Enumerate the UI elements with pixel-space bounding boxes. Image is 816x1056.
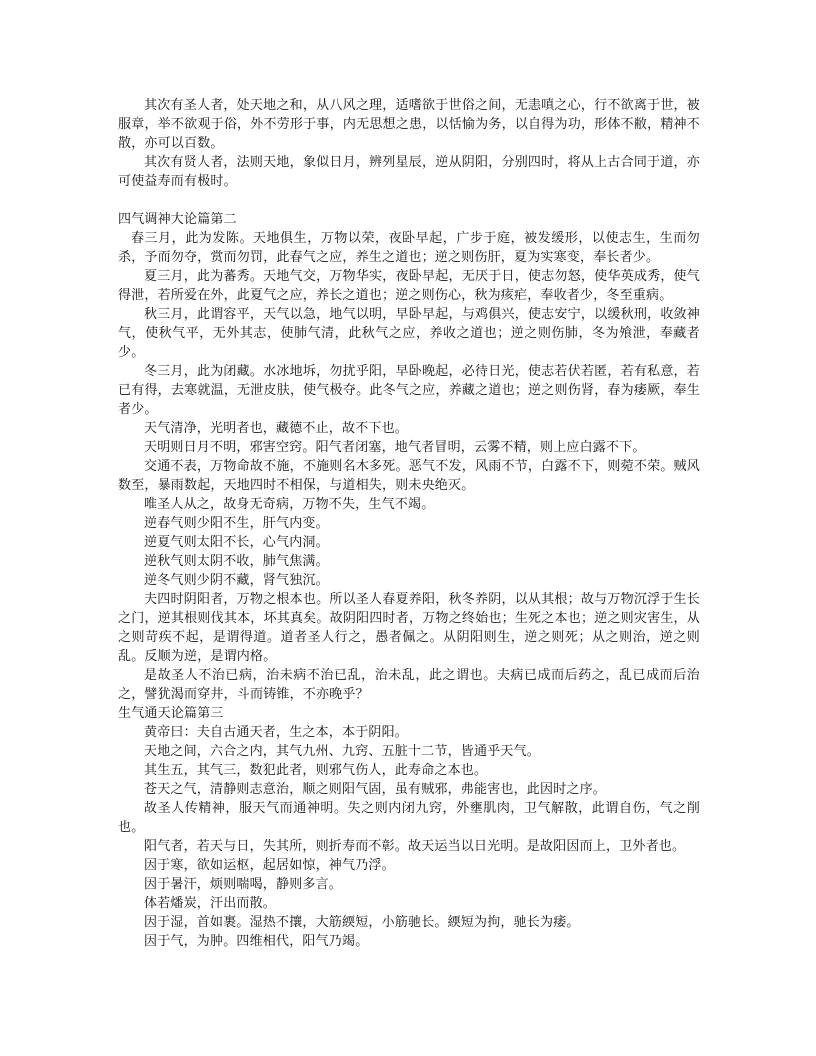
- paragraph-communication: 交通不表，万物命故不施，不施则名木多死。恶气不发，风雨不节，白露不下，则菀不荣。贼风数至，暴雨数起，天地四时不相保，与道相失，则未央绝灭。: [118, 459, 700, 493]
- paragraph-yellow-emperor: 黄帝曰：夫自古通天者，生之本，本于阴阳。: [144, 725, 409, 740]
- paragraph-reverse-autumn: 逆秋气则太阴不收，肺气焦满。: [144, 554, 329, 569]
- paragraph-autumn: 秋三月，此谓容平，天气以急，地气以明，早卧早起，与鸡俱兴，使志安宁，以缓秋刑，收敛神气，使秋气平，无外其志，使肺气清，此秋气之应，养收之道也；逆之则伤肺，冬为飧泄，奉藏者少。: [118, 307, 700, 360]
- paragraph-reverse-summer: 逆夏气则太阳不长，心气内洞。: [144, 535, 329, 550]
- paragraph-qi-swelling: 因于气，为肿。四维相代，阳气乃竭。: [144, 934, 369, 949]
- paragraph-winter: 冬三月，此为闭藏。水冰地坼，勿扰乎阳，早卧晚起，必待日光，使志若伏若匿，若有私意，若已有得，去寒就温，无泄皮肤，使气极夺。此冬气之应，养藏之道也；逆之则伤肾，春为痿厥，奉生者少。: [118, 364, 700, 417]
- paragraph-heaven-bright: 天明则日月不明，邪害空窍。阳气者闭塞，地气者冒明，云雾不精，则上应白露不下。: [144, 440, 646, 455]
- document-page: [118, 96, 700, 951]
- paragraph-five-three: 其生五，其气三，数犯此者，则邪气伤人，此寿命之本也。: [144, 763, 488, 778]
- paragraph-reverse-winter: 逆冬气则少阴不藏，肾气独沉。: [144, 573, 329, 588]
- paragraph-dampness: 因于湿，首如裹。湿热不攘，大筋緛短，小筋驰长。緛短为拘，驰长为痿。: [144, 915, 580, 930]
- paragraph-six-directions: 天地之间，六合之内，其气九州、九窍、五脏十二节，皆通乎天气。: [144, 744, 541, 759]
- section-gap: [118, 191, 700, 210]
- paragraph-heaven-qi: 天气清净，光明者也，藏德不止，故不下也。: [144, 421, 409, 436]
- paragraph-summer-heat: 因于暑汗，烦则喘喝，静则多言。: [144, 877, 343, 892]
- paragraph-sage-spirit: 故圣人传精神，服天气而通神明。失之则内闭九窍，外壅肌肉，卫气解散，此谓自伤，气之削也。: [118, 801, 700, 835]
- paragraph-prevention: 是故圣人不治已病，治未病不治已乱，治未乱，此之谓也。夫病已成而后药之，乱已成而后治之，譬犹渴而穿井，斗而铸锥，不亦晚乎？: [118, 668, 700, 702]
- paragraph-spring: 春三月，此为发陈。天地俱生，万物以荣，夜卧早起，广步于庭，被发缓形，以使志生，生而勿杀，予而勿夺，赏而勿罚，此春气之应，养生之道也；逆之则伤肝，夏为实寒变，奉长者少。: [118, 231, 700, 265]
- chapter-three-title: 生气通天论篇第三: [118, 706, 224, 721]
- paragraph-burning-charcoal: 体若燔炭，汗出而散。: [144, 896, 277, 911]
- chapter-two-title: 四气调神大论篇第二: [118, 212, 237, 227]
- paragraph-worthies: 其次有贤人者，法则天地，象似日月，辨列星辰，逆从阴阳，分别四时，将从上古合同于道，亦可使益寿而有极时。: [118, 155, 700, 189]
- paragraph-sages: 其次有圣人者，处天地之和，从八风之理，适嗜欲于世俗之间，无恚嗔之心，行不欲离于世，被服章，举不欲观于俗，外不劳形于事，内无思想之患，以恬愉为务，以自得为功，形体不敝，精神不散，亦可以百数。: [118, 98, 700, 151]
- paragraph-four-seasons: 夫四时阴阳者，万物之根本也。所以圣人春夏养阳，秋冬养阴，以从其根；故与万物沉浮于生长之门，逆其根则伐其本，坏其真矣。故阴阳四时者，万物之终始也；生死之本也；逆之则灾害生，从之则苛疾不起，是谓得道。道者圣人行之，愚者佩之。从阴阳则生，逆之则死；从之则治，逆之则乱。反顺为逆，是谓内格。: [118, 592, 700, 664]
- paragraph-reverse-spring: 逆春气则少阳不生，肝气内变。: [144, 516, 329, 531]
- paragraph-sage-follows: 唯圣人从之，故身无奇病，万物不失，生气不竭。: [144, 497, 435, 512]
- paragraph-yang-qi: 阳气者，若天与日，失其所，则折寿而不彰。故天运当以日光明。是故阳因而上，卫外者也。: [144, 839, 686, 854]
- paragraph-cold: 因于寒，欲如运枢，起居如惊，神气乃浮。: [144, 858, 395, 873]
- paragraph-blue-heaven: 苍天之气，清静则志意治，顺之则阳气固，虽有贼邪，弗能害也，此因时之序。: [144, 782, 607, 797]
- paragraph-summer: 夏三月，此为蕃秀。天地气交，万物华实，夜卧早起，无厌于日，使志勿怒，使华英成秀，使气得泄，若所爱在外，此夏气之应，养长之道也；逆之则伤心，秋为痎疟，奉收者少，冬至重病。: [118, 269, 700, 303]
